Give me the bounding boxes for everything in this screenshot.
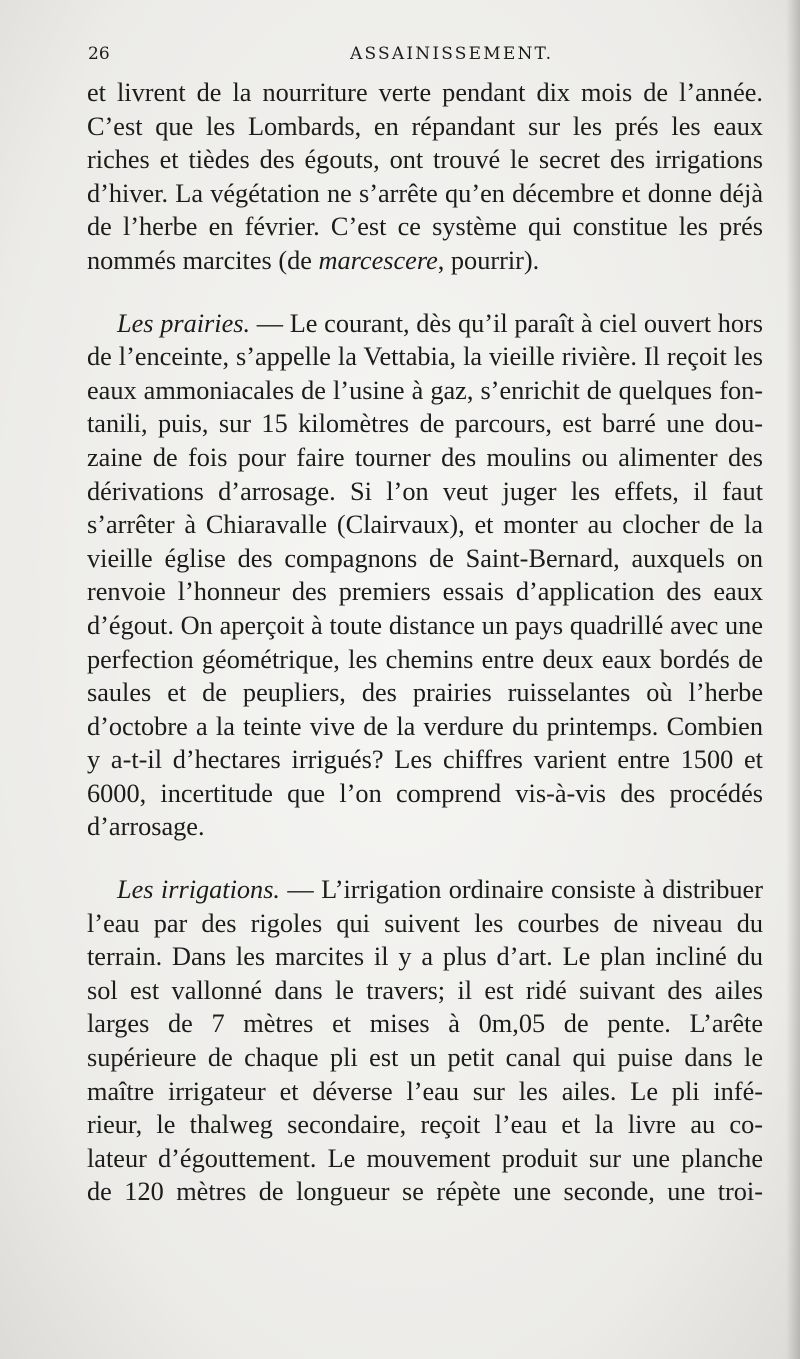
text-line: et livrent de la nourriture verte pendant dix mois de l’année. bbox=[87, 78, 763, 107]
text-line: perfection géométrique, les chemins entre deux eaux bordés de bbox=[87, 644, 763, 674]
text-span: , pourrir). bbox=[437, 245, 540, 275]
paragraph-continuation bbox=[87, 76, 763, 278]
text-line: l’eau par des rigoles qui suivent les courbes de niveau du bbox=[87, 908, 763, 938]
text-line: C’est que les Lombards, en répandant sur les prés les eaux bbox=[87, 111, 763, 141]
text-span: nommés marcites (de bbox=[87, 245, 319, 275]
text-line: de 120 mètres de longueur se répète une seconde, une troi- bbox=[87, 1177, 763, 1207]
text-span: — Le courant, dès qu’il paraît à ciel ouvert hors bbox=[250, 308, 763, 338]
page-header bbox=[88, 40, 760, 70]
paragraph-prairies bbox=[87, 307, 763, 845]
text-line: d’arrosage. bbox=[87, 812, 205, 842]
page-body bbox=[87, 76, 763, 1209]
text-line bbox=[87, 873, 763, 907]
text-line: 6000, incertitude que l’on comprend vis-à-vis des procédés bbox=[87, 778, 763, 808]
running-head: ASSAINISSEMENT. bbox=[350, 44, 554, 64]
text-line: zaine de fois pour faire tourner des moulins ou alimenter des bbox=[87, 442, 763, 472]
latin-term: marcescere bbox=[318, 245, 438, 275]
text-line: larges de 7 mètres et mises à 0m,05 de pente. L’arête bbox=[87, 1009, 763, 1039]
text-line bbox=[87, 244, 763, 278]
text-line: eaux ammoniacales de l’usine à gaz, s’enrichit de quelques fon- bbox=[87, 375, 763, 405]
paragraph-irrigations bbox=[87, 873, 763, 1209]
text-line: lateur d’égouttement. Le mouvement produit sur une planche bbox=[87, 1143, 763, 1173]
section-heading-irrigations: Les irrigations. bbox=[117, 875, 281, 905]
page-number: 26 bbox=[88, 44, 110, 64]
text-span: — L’irrigation ordinaire consiste à distribuer bbox=[280, 875, 763, 905]
text-line bbox=[87, 307, 763, 341]
text-line: d’octobre a la teinte vive de la verdure du printemps. Combien bbox=[87, 711, 763, 741]
text-line: maître irrigateur et déverse l’eau sur les ailes. Le pli infé- bbox=[87, 1076, 763, 1106]
text-line: vieille église des compagnons de Saint-Bernard, auxquels on bbox=[87, 543, 763, 573]
text-line: rieur, le thalweg secondaire, reçoit l’eau et la livre au co- bbox=[87, 1110, 763, 1140]
text-line: y a-t-il d’hectares irrigués? Les chiffres varient entre 1500 et bbox=[87, 745, 763, 775]
text-line: de l’enceinte, s’appelle la Vettabia, la vieille rivière. Il reçoit les bbox=[87, 342, 763, 372]
text-line: riches et tièdes des égouts, ont trouvé le secret des irrigations bbox=[87, 145, 763, 175]
text-line: d’hiver. La végétation ne s’arrête qu’en décembre et donne déjà bbox=[87, 178, 763, 208]
text-line: renvoie l’honneur des premiers essais d’application des eaux bbox=[87, 577, 763, 607]
text-line: s’arrêter à Chiaravalle (Clairvaux), et monter au clocher de la bbox=[87, 510, 763, 540]
text-line: terrain. Dans les marcites il y a plus d’art. Le plan incliné du bbox=[87, 942, 763, 972]
text-line: d’égout. On aperçoit à toute distance un pays quadrillé avec une bbox=[87, 610, 763, 640]
text-line: dérivations d’arrosage. Si l’on veut juger les effets, il faut bbox=[87, 476, 763, 506]
text-line: de l’herbe en février. C’est ce système qui constitue les prés bbox=[87, 212, 763, 242]
text-line: supérieure de chaque pli est un petit canal qui puise dans le bbox=[87, 1043, 763, 1073]
section-heading-prairies: Les prairies. bbox=[117, 308, 251, 338]
text-line: tanili, puis, sur 15 kilomètres de parcours, est barré une dou- bbox=[87, 409, 763, 439]
page-edge-shadow bbox=[786, 0, 800, 1359]
text-line: saules et de peupliers, des prairies ruisselantes où l’herbe bbox=[87, 678, 763, 708]
text-line: sol est vallonné dans le travers; il est ridé suivant des ailes bbox=[87, 975, 763, 1005]
